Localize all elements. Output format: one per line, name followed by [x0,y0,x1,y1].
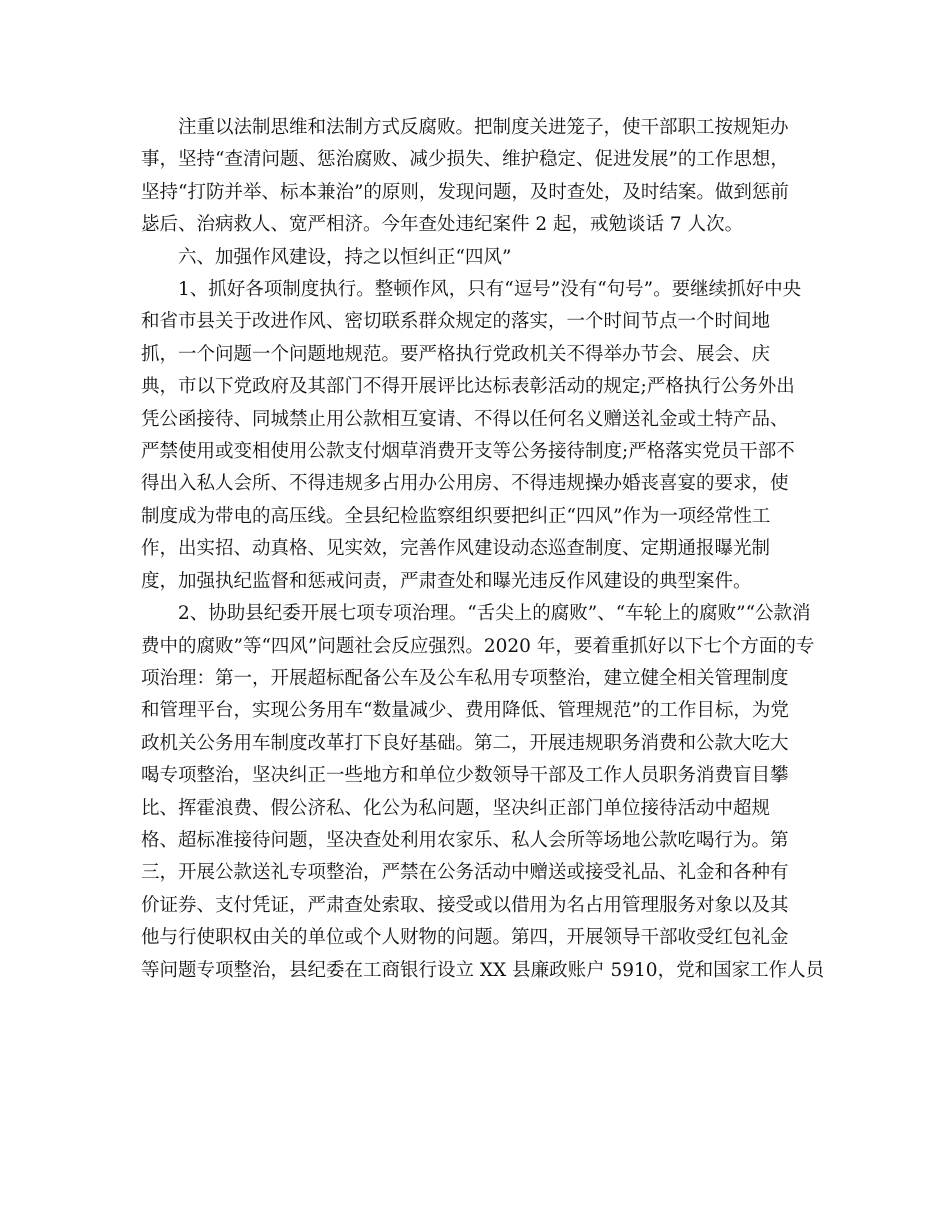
text-line: 抓，一个问题一个问题地规范。要严格执行党政机关不得举办节会、展会、庆 [141,343,771,365]
text-line: 制度成为带电的高压线。全县纪检监察组织要把纠正“四风”作为一项经常性工 [141,505,771,527]
text-line: 1、抓好各项制度执行。整顿作风，只有“逗号”没有“句号”。要继续抓好中央 [178,279,802,301]
paragraph-item-1 [141,274,811,598]
text-line: 坚持“打防并举、标本兼治”的原则，发现问题，及时查处，及时结案。做到惩前 [141,181,789,203]
text-line: 和省市县关于改进作风、密切联系群众规定的落实，一个时间节点一个时间地 [141,311,771,333]
text-line: 他与行使职权由关的单位或个人财物的问题。第四，开展领导干部收受红包礼金 [141,927,789,949]
text-line: 等问题专项整治，县纪委在工商银行设立 XX 县廉政账户 5910，党和国家工作人员 [141,959,825,981]
text-line: 政机关公务用车制度改革打下良好基础。第二，开展违规职务消费和公款大吃大 [141,732,789,754]
paragraph-anti-corruption [141,112,811,242]
section-heading-six [141,242,811,274]
text-line: 凭公函接待、同城禁止用公款相互宴请、不得以任何名义赠送礼金或土特产品、 [141,408,789,430]
text-line: 2、协助县纪委开展七项专项治理。“舌尖上的腐败”、“车轮上的腐败”“公款消 [178,603,811,625]
text-line: 喝专项整治，坚决纠正一些地方和单位少数领导干部及工作人员职务消费盲目攀 [141,765,789,787]
text-line: 度，加强执纪监督和惩戒问责，严肃查处和曝光违反作风建设的典型案件。 [141,570,752,592]
paragraph-item-2 [141,598,825,987]
text-line: 得出入私人会所、不得违规多占用办公用房、不得违规操办婚丧喜宴的要求，使 [141,473,789,495]
text-line: 格、超标准接待问题，坚决查处利用农家乐、私人会所等场地公款吃喝行为。第 [141,829,789,851]
text-line: 价证券、支付凭证，严肃查处索取、接受或以借用为名占用管理服务对象以及其 [141,894,789,916]
text-line: 三，开展公款送礼专项整治，严禁在公务活动中赠送或接受礼品、礼金和各种有 [141,862,789,884]
text-line: 典，市以下党政府及其部门不得开展评比达标表彰活动的规定;严格执行公务外出 [141,376,795,398]
text-line: 费中的腐败”等“四风”问题社会反应强烈。2020 年，要着重抓好以下七个方面的专 [141,635,815,657]
text-line: 毖后、治病救人、宽严相济。今年查处违纪案件 2 起，戒勉谈话 7 人次。 [141,214,744,236]
text-line: 事，坚持“查清问题、惩治腐败、减少损失、维护稳定、促进发展”的工作思想， [141,149,789,171]
text-line: 项治理：第一，开展超标配备公车及公车私用专项整治，建立健全相关管理制度 [141,667,789,689]
text-line: 和管理平台，实现公务用车“数量减少、费用降低、管理规范”的工作目标，为党 [141,700,789,722]
document-body [141,112,825,987]
text-line: 六、加强作风建设，持之以恒纠正“四风” [178,246,512,268]
text-line: 注重以法制思维和法制方式反腐败。把制度关进笼子，使干部职工按规矩办 [178,117,789,138]
text-line: 严禁使用或变相使用公款支付烟草消费开支等公务接待制度;严格落实党员干部不 [141,441,795,463]
text-line: 比、挥霍浪费、假公济私、化公为私问题，坚决纠正部门单位接待活动中超规 [141,797,771,819]
text-line: 作，出实招、动真格、见实效，完善作风建设动态巡查制度、定期通报曝光制 [141,538,771,560]
